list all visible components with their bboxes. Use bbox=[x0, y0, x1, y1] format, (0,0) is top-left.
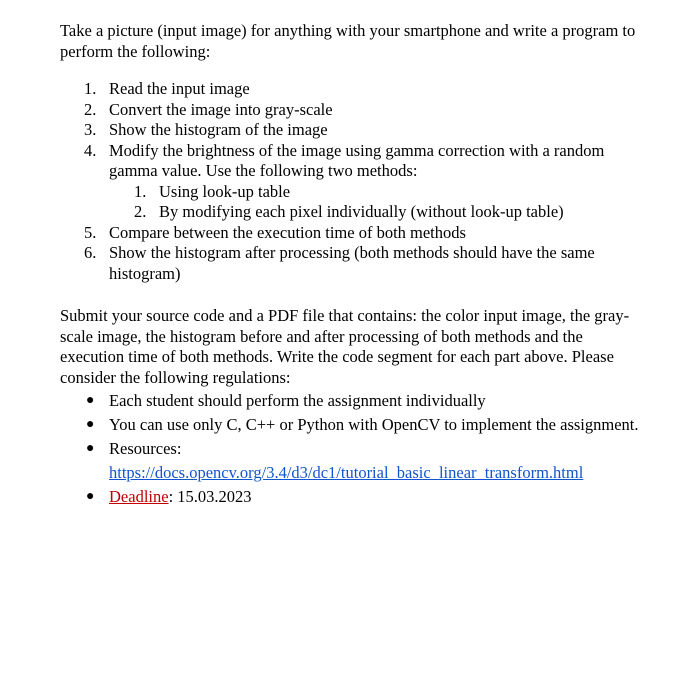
task-number: 4. bbox=[84, 140, 97, 160]
regulation-languages bbox=[60, 413, 650, 437]
submit-paragraph: Submit your source code and a PDF file that contains: the color input image, the gray-scale image, the histogram before and after processing of both methods and the execution time of both methods. Write the code segment for each part above. Please consider the following regulations: bbox=[60, 306, 630, 387]
task-number: 3. bbox=[84, 120, 97, 139]
regulation-text: You can use only C, C++ or Python with OpenCV to implement the assignment. bbox=[109, 415, 639, 434]
bullet-icon: ● bbox=[86, 441, 95, 456]
regulations-list bbox=[60, 389, 650, 509]
task-text: Show the histogram after processing (both methods should have the same histogram) bbox=[109, 243, 595, 283]
deadline-label: Deadline bbox=[109, 487, 169, 506]
task-item-3 bbox=[60, 120, 650, 141]
method-item-1 bbox=[109, 182, 650, 203]
task-number: 1. bbox=[84, 79, 97, 98]
task-list bbox=[60, 79, 650, 284]
deadline-value: : 15.03.2023 bbox=[168, 487, 252, 506]
task-item-5 bbox=[60, 223, 650, 244]
task-text: Modify the brightness of the image using gamma correction with a random gamma value. Use the following two methods: bbox=[109, 140, 605, 180]
task-item-2 bbox=[60, 100, 650, 121]
method-text: By modifying each pixel individually (without look-up table) bbox=[159, 202, 564, 221]
method-number: 1. bbox=[134, 181, 147, 201]
task-number: 2. bbox=[84, 99, 97, 119]
task-item-6 bbox=[60, 243, 650, 284]
task-number: 6. bbox=[84, 243, 97, 262]
task-text: Convert the image into gray-scale bbox=[109, 99, 333, 119]
task-text: Read the input image bbox=[109, 79, 250, 98]
bullet-icon: ● bbox=[86, 393, 95, 408]
bullet-icon: ● bbox=[86, 417, 95, 432]
method-list bbox=[109, 182, 650, 223]
task-item-1 bbox=[60, 79, 650, 100]
task-text: Compare between the execution time of both methods bbox=[109, 222, 466, 242]
intro-paragraph: Take a picture (input image) for anything with your smartphone and write a program to perform the following: bbox=[60, 21, 636, 61]
document-page bbox=[60, 20, 650, 509]
regulation-resources bbox=[60, 437, 650, 485]
bullet-icon: ● bbox=[86, 489, 95, 504]
regulation-text: Each student should perform the assignment individually bbox=[109, 391, 486, 410]
method-number: 2. bbox=[134, 202, 147, 221]
resources-label: Resources: bbox=[109, 439, 182, 458]
task-number: 5. bbox=[84, 222, 97, 242]
method-text: Using look-up table bbox=[159, 181, 291, 201]
task-item-4 bbox=[60, 141, 650, 223]
regulation-deadline bbox=[60, 485, 650, 509]
method-item-2 bbox=[109, 202, 650, 223]
task-text: Show the histogram of the image bbox=[109, 120, 328, 139]
resources-link[interactable]: https://docs.opencv.org/3.4/d3/dc1/tutorial_basic_linear_transform.html bbox=[109, 463, 584, 482]
regulation-individual bbox=[60, 389, 650, 413]
